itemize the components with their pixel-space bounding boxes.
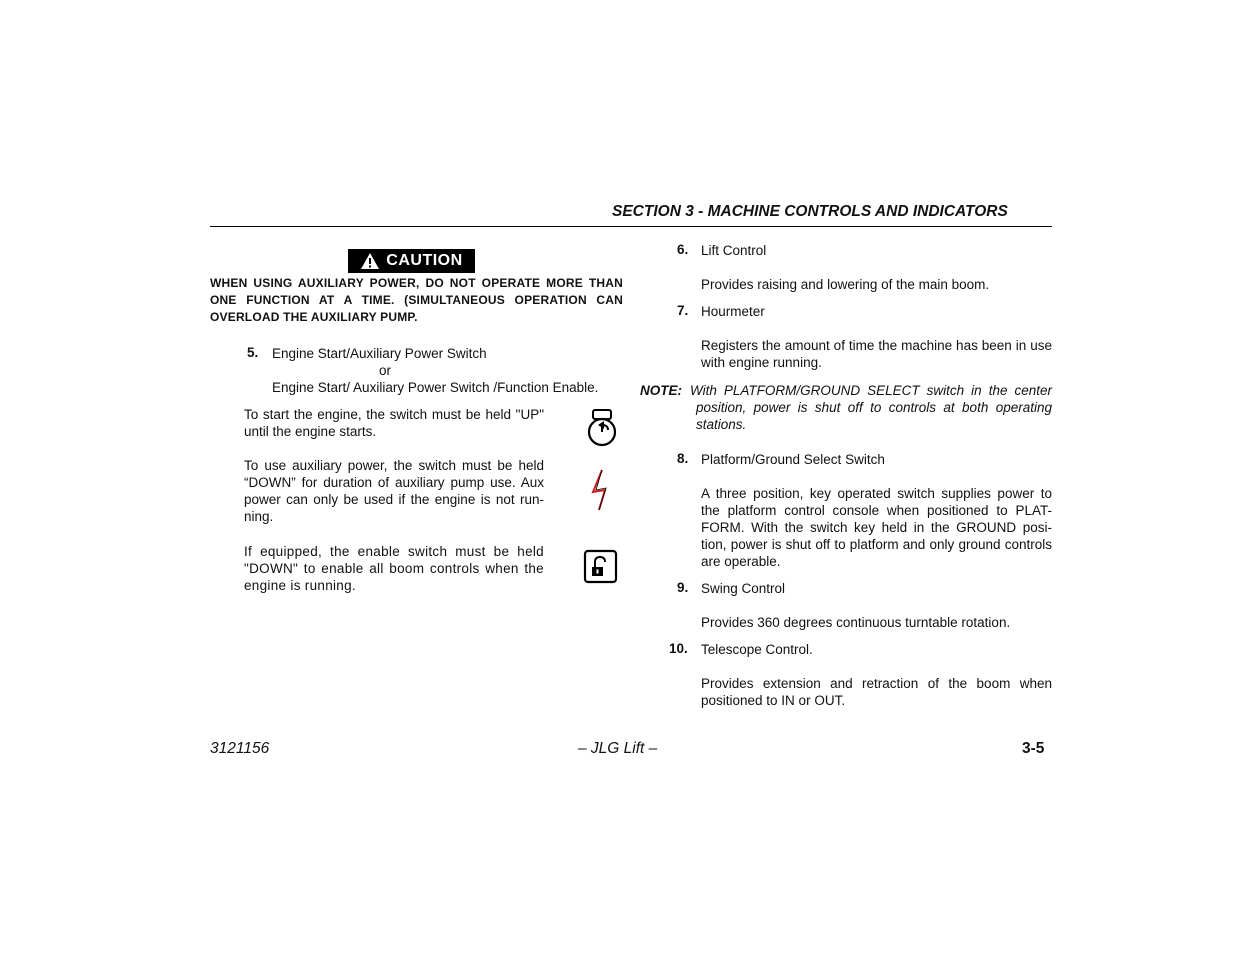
caution-badge xyxy=(348,249,475,273)
page-number: 3-5 xyxy=(1022,740,1045,757)
caution-message: WHEN USING AUXILIARY POWER, DO NOT OPERATE MORE THAN ONE FUNCTION AT A TIME. (SIMULTANEOUS OPERATION CAN OVERLOAD THE AUXILIARY PUMP. xyxy=(210,276,623,324)
item-9-description: Provides 360 degrees continuous turntable rotation. xyxy=(701,615,1011,630)
engine-start-icon xyxy=(584,408,620,448)
item-10-title: Telescope Control. xyxy=(701,642,813,657)
item-6-title: Lift Control xyxy=(701,243,767,258)
item-7-title: Hourmeter xyxy=(701,304,765,319)
footer-brand: – JLG Lift – xyxy=(578,740,658,757)
section-title: SECTION 3 - MACHINE CONTROLS AND INDICATORS xyxy=(612,203,1008,220)
item-6-number: 6. xyxy=(677,242,689,257)
function-enable-paragraph: If equipped, the enable switch must be held "DOWN" to enable all boom controls when the engine is running. xyxy=(244,544,544,593)
item-8-description: A three position, key operated switch supplies power to the platform control console when positioned to PLAT-FORM. With the switch key held in the GROUND posi-tion, power is shut off to platform and only ground controls are operable. xyxy=(701,486,1052,569)
item-9-number: 9. xyxy=(677,580,689,595)
item-5-number: 5. xyxy=(247,345,259,360)
caution-label: CAUTION xyxy=(386,252,463,269)
engine-start-paragraph: To start the engine, the switch must be held "UP" until the engine starts. xyxy=(244,407,544,439)
lightning-bolt-icon xyxy=(588,468,624,508)
note-label: NOTE: xyxy=(640,383,682,398)
item-6-description: Provides raising and lowering of the main boom. xyxy=(701,277,990,292)
aux-power-paragraph: To use auxiliary power, the switch must be held “DOWN” for duration of auxiliary pump use. Aux power can only be used if the engine is not run-ning. xyxy=(244,458,544,524)
item-7-number: 7. xyxy=(677,303,689,318)
item-9-title: Swing Control xyxy=(701,581,786,596)
function-enable-icon xyxy=(583,548,619,588)
header-rule xyxy=(210,226,1052,227)
item-5-or: or xyxy=(379,363,392,378)
item-7-description: Registers the amount of time the machine has been in use with engine running. xyxy=(701,338,1052,370)
doc-number: 3121156 xyxy=(210,740,270,757)
note-text: With PLATFORM/GROUND SELECT switch in the center position, power is shut off to controls at both operating stations. xyxy=(690,383,1052,432)
item-8-title: Platform/Ground Select Switch xyxy=(701,452,885,467)
item-5-title-alt: Engine Start/ Auxiliary Power Switch /Function Enable. xyxy=(272,380,599,395)
item-10-number: 10. xyxy=(669,641,688,656)
item-8-number: 8. xyxy=(677,451,689,466)
warning-triangle-icon xyxy=(360,252,380,270)
item-10-description: Provides extension and retraction of the boom when positioned to IN or OUT. xyxy=(701,676,1052,708)
item-5-title: Engine Start/Auxiliary Power Switch xyxy=(272,346,487,361)
